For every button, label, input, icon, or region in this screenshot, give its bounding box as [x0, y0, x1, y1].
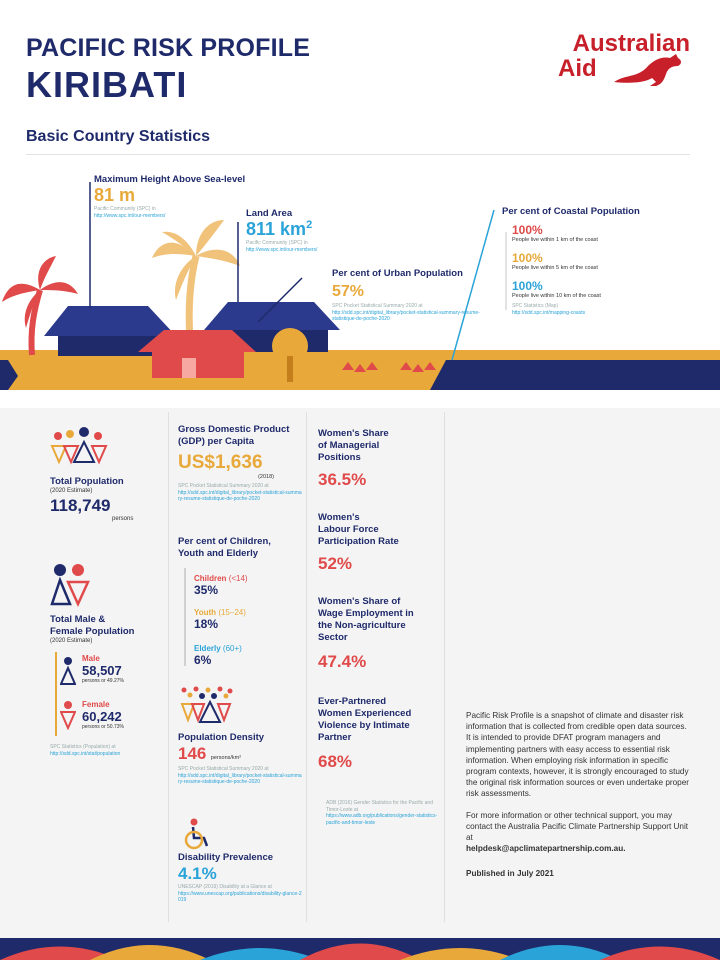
labour-label-2: Labour Force	[318, 524, 379, 535]
age-bracket	[184, 568, 186, 666]
people-group-icon	[50, 426, 110, 470]
section-heading: Basic Country Statistics	[26, 128, 211, 145]
coastal-10km-desc: People live within 10 km of the coast	[512, 293, 601, 299]
coastal-5km-value: 100%	[512, 251, 543, 265]
wage-label-4: Sector	[318, 632, 348, 643]
land-area-label: Land Area	[246, 208, 293, 219]
stat-population-density	[178, 732, 302, 786]
labour-value: 52%	[318, 554, 353, 573]
stat-urban-population	[332, 268, 482, 323]
youth-range: (15–24)	[218, 608, 246, 617]
about-paragraph: Pacific Risk Profile is a snapshot of climate and disaster risk information that is collected from credible open data sources. It is intended to provide DFAT program managers and implementing partners with easy access to essential risk information. When employing risk information in specific program contexts, however, it is strongly encouraged to study the original risk information sources or even undertake proper risk assessments.	[466, 711, 689, 799]
female-value: 60,242	[82, 709, 122, 724]
disability-label: Disability Prevalence	[178, 852, 274, 863]
published-date: Published in July 2021	[466, 869, 554, 879]
male-female-source: SPC Statistics (Population) at	[50, 744, 116, 750]
max-height-link[interactable]: http://www.spc.int/our-members/	[94, 212, 166, 219]
population-density-icon	[180, 686, 234, 726]
male-female-source-block	[50, 744, 160, 757]
male-female-icon	[50, 562, 90, 608]
violence-label-2: Women Experienced	[318, 708, 412, 719]
age-label-2: Youth and Elderly	[178, 548, 259, 559]
male-female-label-1: Total Male &	[50, 614, 106, 625]
stat-max-height	[94, 174, 245, 219]
disability-link[interactable]: https://www.unescap.org/publications/disability-glance-2019	[178, 890, 302, 903]
stat-age-groups	[178, 536, 302, 560]
coastal-source: SPC Statistics (Map)	[512, 303, 559, 309]
gdp-source: SPC Pocket Statistical Summary 2020 at	[178, 483, 269, 489]
female-label: Female	[82, 700, 110, 709]
page-title-country: KIRIBATI	[26, 64, 188, 105]
urban-value: 57%	[332, 283, 365, 300]
total-pop-label: Total Population	[50, 476, 124, 487]
elderly-value: 6%	[194, 653, 212, 667]
kangaroo-icon	[612, 52, 690, 88]
land-area-link[interactable]: http://www.spc.int/our-members/	[246, 246, 318, 253]
stat-women-managerial	[318, 428, 438, 490]
column-divider	[444, 412, 445, 922]
disability-source: UNESCAP (2019) Disability at a Glance at	[178, 884, 272, 890]
violence-label-3: Violence by Intimate	[318, 720, 410, 731]
male-stat	[82, 654, 124, 684]
stat-women-wage	[318, 596, 442, 672]
urban-source: SPC Pocket Statistical Summary 2020 at	[332, 303, 423, 309]
urban-link[interactable]: http://sdd.spc.int/digital_library/pocket-statistical-summary-resume-statistique-de-poche-2020	[332, 309, 480, 322]
wage-label-1: Women's Share of	[318, 596, 401, 607]
density-unit: persons/km²	[210, 755, 242, 761]
wheelchair-icon	[182, 818, 212, 850]
density-label: Population Density	[178, 732, 265, 743]
disability-value: 4.1%	[178, 864, 217, 883]
wage-value: 47.4%	[318, 652, 367, 671]
gender-source: ADB (2016) Gender Statistics for the Pacific and Timor-Leste at	[326, 800, 433, 813]
logo-text-line2: Aid	[558, 55, 597, 82]
male-icon	[60, 656, 76, 686]
age-youth	[194, 608, 246, 631]
violence-label-4: Partner	[318, 732, 352, 743]
male-female-bracket	[55, 652, 57, 736]
density-link[interactable]: http://sdd.spc.int/digital_library/pocket-statistical-summary-resume-statistique-de-poche-2020	[178, 772, 302, 785]
female-note: persons or 50.73%	[82, 724, 124, 730]
coastal-link[interactable]: http://sdd.spc.int/mapping-coasts	[512, 309, 586, 316]
land-area-value: 811 $km^2$	[246, 219, 313, 239]
gdp-label-2: (GDP) per Capita	[178, 436, 255, 447]
column-divider	[168, 412, 169, 922]
stat-male-female	[50, 614, 134, 644]
age-label-1: Per cent of Children,	[178, 536, 271, 547]
max-height-value: 81 m	[94, 185, 136, 205]
helpdesk-email[interactable]: helpdesk@apclimatepartnership.com.au.	[466, 844, 626, 854]
gdp-label-1: Gross Domestic Product	[178, 424, 290, 435]
total-pop-sub: (2020 Estimate)	[50, 488, 93, 494]
children-label: Children	[194, 574, 227, 583]
gender-link[interactable]: https://www.adb.org/publications/gender-statistics-pacific-and-timor-leste	[326, 813, 438, 826]
male-label: Male	[82, 654, 100, 663]
managerial-label-2: of Managerial	[318, 440, 380, 451]
female-icon	[60, 700, 76, 730]
managerial-value: 36.5%	[318, 470, 367, 489]
contact-paragraph: For more information or other technical support, you may contact the Australia Pacific Climate Partnership Support Unit at	[466, 810, 689, 843]
stat-total-population	[50, 476, 133, 522]
coastal-5km-desc: People live within 5 km of the coast	[512, 265, 598, 271]
logo-text-line1: Australian	[572, 30, 690, 57]
gdp-year: (2018)	[258, 474, 274, 480]
coastal-label: Per cent of Coastal Population	[502, 206, 640, 217]
density-value: 146	[178, 744, 207, 763]
stat-disability	[178, 852, 302, 904]
violence-label-1: Ever-Partnered	[318, 696, 387, 707]
male-female-link[interactable]: http://sdd.spc.int/stat/population	[50, 750, 121, 757]
male-value: 58,507	[82, 663, 122, 678]
elderly-label: Elderly	[194, 644, 221, 653]
coastal-10km-value: 100%	[512, 279, 543, 293]
land-area-source: Pacific Community (SPC) in	[246, 240, 308, 246]
density-source: SPC Pocket Statistical Summary 2020 at	[178, 766, 269, 772]
coastal-1km-desc: People live within 1 km of the coast	[512, 237, 598, 243]
male-note: persons or 49.27%	[82, 678, 124, 684]
gdp-value: US$1,636	[178, 452, 263, 473]
wage-label-3: the Non-agriculture	[318, 620, 406, 631]
gender-source-block	[326, 800, 438, 826]
max-height-label: Maximum Height Above Sea-level	[94, 174, 246, 185]
elderly-range: (60+)	[222, 644, 242, 653]
column-divider	[306, 412, 307, 922]
decorative-footer-band	[0, 938, 720, 960]
age-elderly	[194, 644, 242, 667]
male-female-sub: (2020 Estimate)	[50, 638, 93, 644]
total-pop-value: 118,749	[50, 496, 111, 515]
children-range: (<14)	[228, 574, 248, 583]
urban-label: Per cent of Urban Population	[332, 268, 463, 279]
stat-women-violence	[318, 696, 442, 772]
total-pop-unit: persons	[112, 516, 134, 522]
australian-aid-logo	[540, 32, 690, 82]
max-height-source: Pacific Community (SPC) in	[94, 206, 156, 212]
youth-label: Youth	[194, 608, 217, 617]
age-children	[194, 574, 248, 597]
children-value: 35%	[194, 583, 219, 597]
page-title-line1: PACIFIC RISK PROFILE	[26, 34, 311, 62]
header-divider	[26, 154, 690, 155]
stat-women-labour	[318, 512, 438, 574]
managerial-label-1: Women's Share	[318, 428, 389, 439]
wage-label-2: Wage Employment in	[318, 608, 414, 619]
stat-land-area	[246, 208, 317, 253]
about-text	[466, 710, 690, 880]
male-female-label-2: Female Population	[50, 626, 135, 637]
labour-label-3: Participation Rate	[318, 536, 399, 547]
gdp-link[interactable]: http://sdd.spc.int/digital_library/pocket-statistical-summary-resume-statistique-de-poche-2020	[178, 489, 302, 502]
stat-coastal-population	[502, 206, 682, 316]
managerial-label-3: Positions	[318, 452, 361, 463]
violence-value: 68%	[318, 752, 353, 771]
female-stat	[82, 700, 124, 730]
youth-value: 18%	[194, 617, 219, 631]
stat-gdp	[178, 424, 302, 503]
labour-label-1: Women's	[318, 512, 360, 523]
coastal-1km-value: 100%	[512, 223, 543, 237]
